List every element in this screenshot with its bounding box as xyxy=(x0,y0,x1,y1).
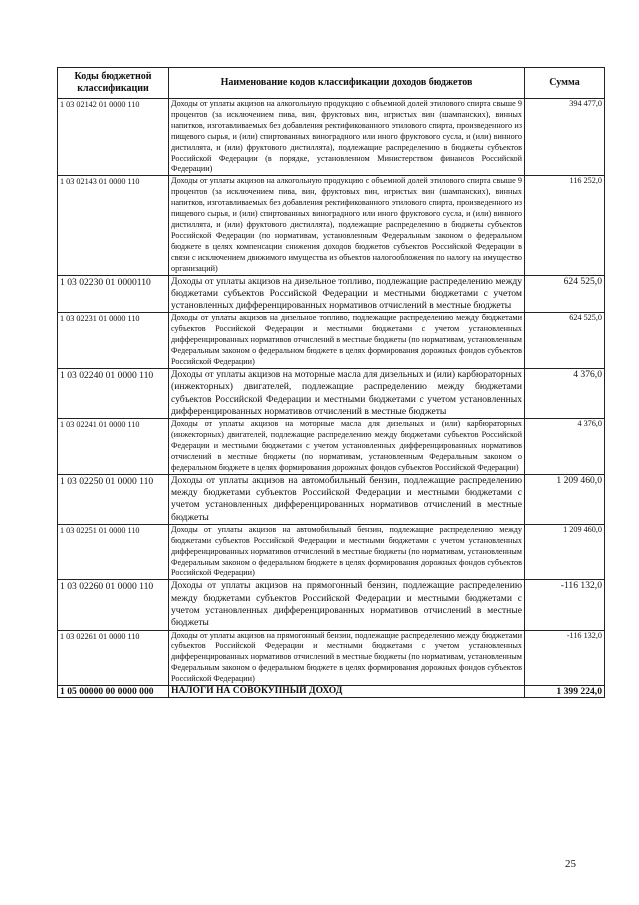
row-name: Доходы от уплаты акцизов на прямогонный бензин, подлежащие распределению между бюджетами субъектов Российской Федерации и местными бюджетами с учетом установленных дифференцированных нормативов отчислений в местные бюджеты (по нормативам, установленным Федеральным законом о федеральном бюджете в целях формирования дорожных фондов субъектов Российской Федерации) xyxy=(169,630,525,686)
row-code: 1 03 02260 01 0000 110 xyxy=(58,580,169,630)
row-name: Доходы от уплаты акцизов на алкогольную продукцию с объемной долей этилового спирта свыше 9 процентов (за исключением пива, вин, фруктовых вин, игристых вин (шампанских), винных напитков, изготавливаемых без добавления ректификованного этилового спирта, произведенного из пищевого сырья, и (или) спиртованных виноградного или иного фруктового сусла, и (или) винного дистиллята, и (или) фруктового дистиллята), подлежащие распределению в бюджеты субъектов Российской Федерации (по нормативам, установленным Федеральным законом о федеральном бюджете в целях компенсации снижения доходов бюджетов субъектов Российской Федерации в связи с исключением движимого имущества из объектов налогообложения по налогу на имущество организаций) xyxy=(169,176,525,275)
row-amount: -116 132,0 xyxy=(525,630,605,686)
row-code: 1 03 02142 01 0000 110 xyxy=(58,99,169,176)
table-row xyxy=(58,630,605,686)
row-code: 1 03 02261 01 0000 110 xyxy=(58,630,169,686)
row-name: Доходы от уплаты акцизов на автомобильный бензин, подлежащие распределению между бюджетами субъектов Российской Федерации и местными бюджетами с учетом установленных дифференцированных нормативов отчислений в местные бюджеты xyxy=(169,474,525,524)
table-row xyxy=(58,368,605,418)
total-code: 1 05 00000 00 0000 000 xyxy=(58,686,169,698)
row-code: 1 03 02143 01 0000 110 xyxy=(58,176,169,275)
total-amount: 1 399 224,0 xyxy=(525,686,605,698)
row-name: Доходы от уплаты акцизов на автомобильный бензин, подлежащие распределению между бюджетами субъектов Российской Федерации и местными бюджетами с учетом установленных дифференцированных нормативов отчислений в местные бюджеты (по нормативам, установленным Федеральным законом о федеральном бюджете в целях формирования дорожных фондов субъектов Российской Федерации) xyxy=(169,524,525,580)
row-name: Доходы от уплаты акцизов на моторные масла для дизельных и (или) карбюраторных (инжекторных) двигателей, подлежащие распределению между бюджетами субъектов Российской Федерации и местными бюджетами с учетом установленных дифференцированных нормативов отчислений в местные бюджеты (по нормативам, установленным Федеральным законом о федеральном бюджете в целях формирования дорожных фондов субъектов Российской Федерации) xyxy=(169,419,525,475)
row-amount: 1 209 460,0 xyxy=(525,474,605,524)
row-name: Доходы от уплаты акцизов на дизельное топливо, подлежащие распределению между бюджетами субъектов Российской Федерации и местными бюджетами с учетом установленных дифференцированных нормативов отчислений в местные бюджеты (по нормативам, установленным Федеральным законом о федеральном бюджете в целях формирования дорожных фондов субъектов Российской Федерации) xyxy=(169,313,525,369)
header-amount: Сумма xyxy=(525,68,605,99)
header-names: Наименование кодов классификации доходов бюджетов xyxy=(169,68,525,99)
row-code: 1 03 02240 01 0000 110 xyxy=(58,368,169,418)
table-row xyxy=(58,176,605,275)
budget-revenue-table xyxy=(57,67,605,698)
row-code: 1 03 02230 01 0000110 xyxy=(58,275,169,313)
row-amount: -116 132,0 xyxy=(525,580,605,630)
row-amount: 1 209 460,0 xyxy=(525,524,605,580)
row-amount: 4 376,0 xyxy=(525,419,605,475)
header-codes: Коды бюджетной классификации xyxy=(58,68,169,99)
table-row xyxy=(58,524,605,580)
table-row xyxy=(58,99,605,176)
row-amount: 624 525,0 xyxy=(525,313,605,369)
row-name: Доходы от уплаты акцизов на моторные масла для дизельных и (или) карбюраторных (инжекторных) двигателей, подлежащие распределению между бюджетами субъектов Российской Федерации и местными бюджетами с учетом установленных дифференцированных нормативов отчислений в местные бюджеты xyxy=(169,368,525,418)
table-row xyxy=(58,419,605,475)
total-name: НАЛОГИ НА СОВОКУПНЫЙ ДОХОД xyxy=(169,686,525,698)
page-number: 25 xyxy=(565,858,576,870)
row-code: 1 03 02241 01 0000 110 xyxy=(58,419,169,475)
table-row xyxy=(58,275,605,313)
table-row xyxy=(58,313,605,369)
table-header-row xyxy=(58,68,605,99)
row-code: 1 03 02250 01 0000 110 xyxy=(58,474,169,524)
table-total-row xyxy=(58,686,605,698)
row-amount: 624 525,0 xyxy=(525,275,605,313)
row-amount: 4 376,0 xyxy=(525,368,605,418)
table-row xyxy=(58,474,605,524)
row-code: 1 03 02251 01 0000 110 xyxy=(58,524,169,580)
row-amount: 394 477,0 xyxy=(525,99,605,176)
row-name: Доходы от уплаты акцизов на прямогонный бензин, подлежащие распределению между бюджетами субъектов Российской Федерации и местными бюджетами с учетом установленных дифференцированных нормативов отчислений в местные бюджеты xyxy=(169,580,525,630)
row-code: 1 03 02231 01 0000 110 xyxy=(58,313,169,369)
row-name: Доходы от уплаты акцизов на дизельное топливо, подлежащие распределению между бюджетами субъектов Российской Федерации и местными бюджетами с учетом установленных дифференцированных нормативов отчислений в местные бюджеты xyxy=(169,275,525,313)
row-amount: 116 252,0 xyxy=(525,176,605,275)
row-name: Доходы от уплаты акцизов на алкогольную продукцию с объемной долей этилового спирта свыше 9 процентов (за исключением пива, вин, фруктовых вин, игристых вин (шампанских), винных напитков, изготавливаемых без добавления ректификованного этилового спирта, произведенного из пищевого сырья, и (или) спиртованных виноградного или иного фруктового сусла, и (или) винного дистиллята, и (или) фруктового дистиллята), подлежащие распределению в бюджеты субъектов Российской Федерации (в порядке, установленном Министерством финансов Российской Федерации) xyxy=(169,99,525,176)
table-row xyxy=(58,580,605,630)
